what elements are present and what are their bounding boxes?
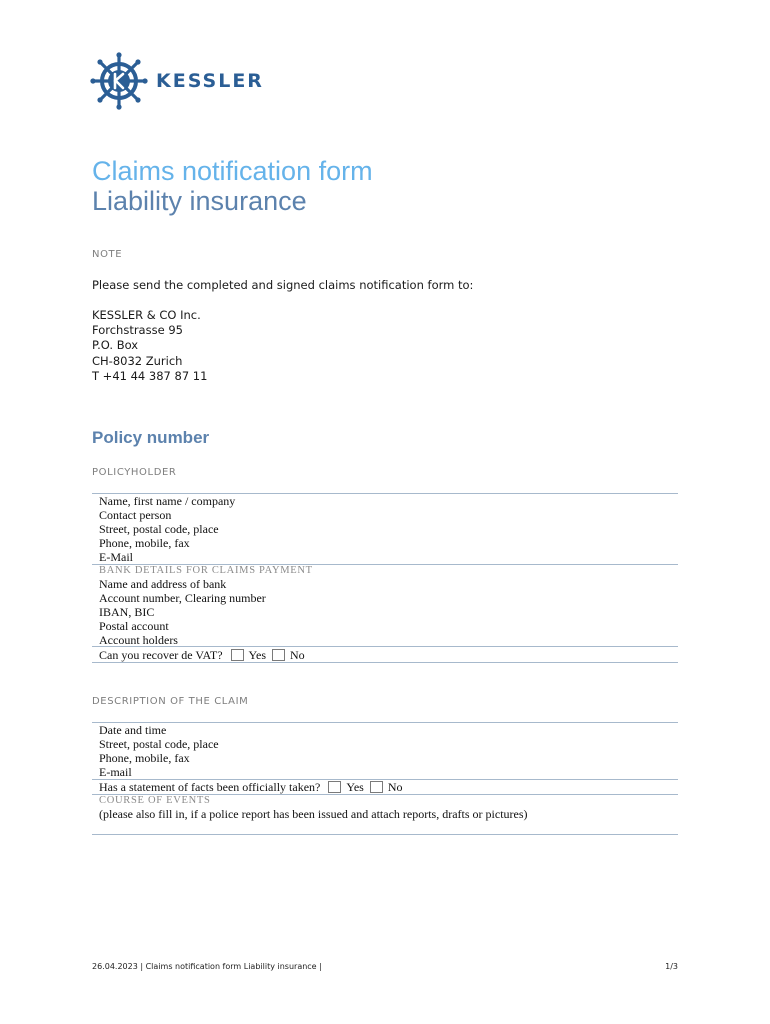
vat-yes-checkbox[interactable] xyxy=(231,649,244,661)
field-label: Account holders xyxy=(99,633,178,647)
policyholder-caption: POLICYHOLDER xyxy=(92,467,177,478)
statement-yes-label: Yes xyxy=(346,780,364,794)
address-line: T +41 44 387 87 11 xyxy=(92,368,208,383)
field-label: Street, postal code, place xyxy=(99,737,219,751)
vat-no-label: No xyxy=(290,648,305,662)
note-caption: NOTE xyxy=(92,249,123,260)
ship-wheel-icon xyxy=(90,52,148,110)
field-label: IBAN, BIC xyxy=(99,605,155,619)
statement-question: Has a statement of facts been officially taken? xyxy=(99,780,321,794)
vat-row xyxy=(99,648,305,662)
course-of-events-caption: COURSE OF EVENTS xyxy=(99,795,211,806)
policyholder-fields xyxy=(99,494,235,564)
address-line: KESSLER & CO Inc. xyxy=(92,308,201,322)
kessler-logo xyxy=(90,52,264,110)
bank-details-caption: BANK DETAILS FOR CLAIMS PAYMENT xyxy=(99,565,313,576)
field-label: Account number, Clearing number xyxy=(99,591,266,605)
vat-question: Can you recover de VAT? xyxy=(99,648,223,662)
divider xyxy=(92,662,678,663)
field-label: Phone, mobile, fax xyxy=(99,751,190,765)
vat-yes-label: Yes xyxy=(248,648,266,662)
footer-text: 26.04.2023 | Claims notification form Liability insurance | xyxy=(92,962,322,971)
page-number: 1/3 xyxy=(665,962,678,971)
field-label: E-Mail xyxy=(99,550,133,564)
field-label: Postal account xyxy=(99,619,169,633)
statement-yes-checkbox[interactable] xyxy=(328,781,341,793)
field-label: Street, postal code, place xyxy=(99,522,219,536)
claim-caption: DESCRIPTION OF THE CLAIM xyxy=(92,696,249,707)
statement-no-label: No xyxy=(387,780,403,794)
bank-fields xyxy=(99,577,266,647)
divider xyxy=(92,646,678,647)
claim-fields xyxy=(99,723,219,779)
divider xyxy=(92,834,678,835)
field-label: Phone, mobile, fax xyxy=(99,536,190,550)
form-title: Claims notification form xyxy=(92,156,373,186)
field-label: Contact person xyxy=(99,508,172,522)
field-label: Name and address of bank xyxy=(99,577,227,591)
address-line: CH-8032 Zurich xyxy=(92,353,183,368)
brand-name: KESSLER xyxy=(156,70,264,92)
field-label: Name, first name / company xyxy=(99,494,236,508)
course-of-events-hint xyxy=(99,807,528,821)
statement-row xyxy=(99,780,403,794)
field-label: Date and time xyxy=(99,723,167,737)
policy-number-heading: Policy number xyxy=(92,428,210,447)
vat-no-checkbox[interactable] xyxy=(272,649,285,661)
field-label: E-mail xyxy=(99,765,132,779)
address-block xyxy=(92,308,207,384)
statement-no-checkbox[interactable] xyxy=(370,781,383,793)
field-label: (please also fill in, if a police report has been issued and attach reports, drafts or pictures) xyxy=(99,807,528,821)
form-subtitle: Liability insurance xyxy=(92,186,307,216)
address-line: Forchstrasse 95 xyxy=(92,323,183,338)
address-line: P.O. Box xyxy=(92,338,139,353)
note-text: Please send the completed and signed claims notification form to: xyxy=(92,278,474,292)
